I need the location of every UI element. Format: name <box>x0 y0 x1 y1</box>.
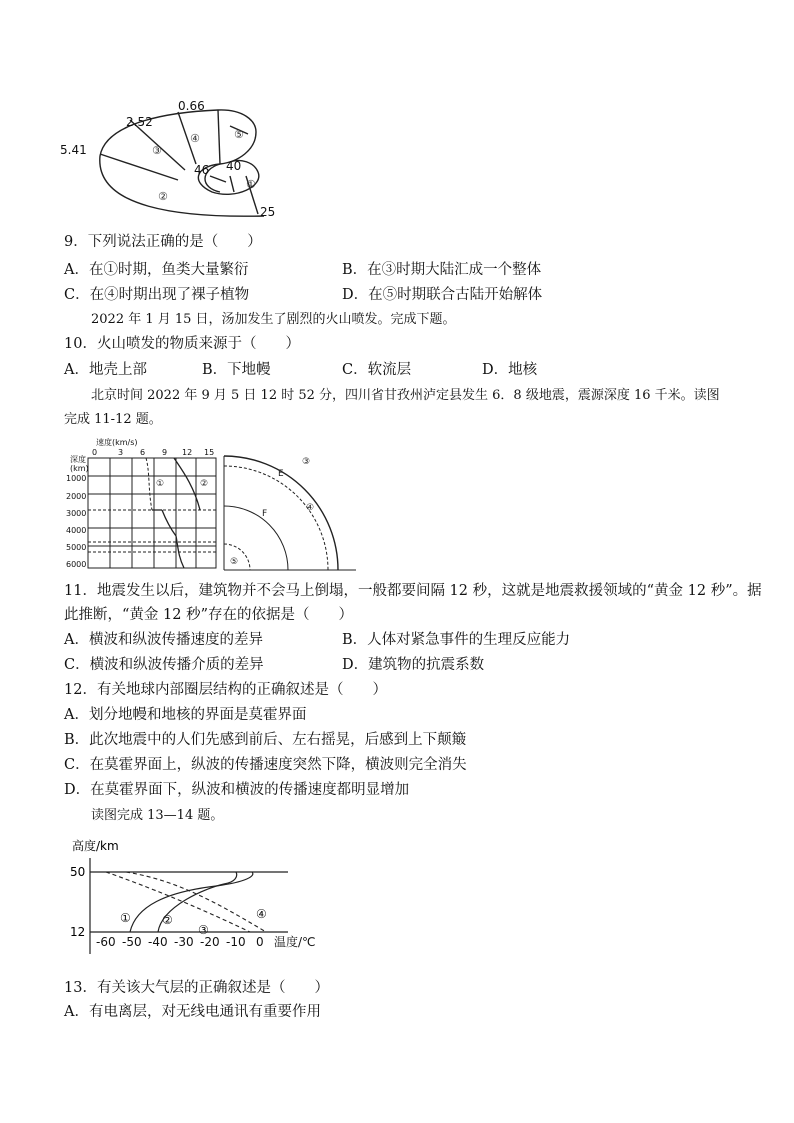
q11-intro-line1: 北京时间 2022 年 9 月 5 日 12 时 52 分，四川省甘孜州泸定县发生 6．8 级地震，震源深度 16 千米。读图 <box>91 388 720 403</box>
depth-tick: 4000 <box>66 526 87 535</box>
q10-option-c[interactable]: C．软流层 <box>342 362 412 378</box>
q10-intro: 2022 年 1 月 15 日，汤加发生了剧烈的火山喷发。完成下题。 <box>91 312 456 327</box>
q12-option-d[interactable]: D．在莫霍界面下，纵波和横波的传播速度都明显增加 <box>64 782 410 798</box>
q11-option-a[interactable]: A．横波和纵波传播速度的差异 <box>64 632 263 648</box>
spiral-number-5-41: 5.41 <box>60 143 87 157</box>
q10-option-a[interactable]: A．地壳上部 <box>64 362 147 378</box>
spiral-number-46: 46 <box>194 163 210 177</box>
q13-intro: 读图完成 13—14 题。 <box>91 808 224 823</box>
spiral-mark-3: ③ <box>152 144 162 157</box>
atmo-mark-4: ④ <box>256 907 267 921</box>
q11-option-d[interactable]: D．建筑物的抗震系数 <box>342 657 485 673</box>
q11-intro-line2: 完成 11-12 题。 <box>64 412 162 427</box>
temp-tick: -20 <box>200 935 220 949</box>
speed-axis-label: 速度(km/s) <box>96 438 138 447</box>
atmosphere-figure <box>66 836 366 960</box>
speed-tick: 9 <box>162 448 168 457</box>
atmo-mark-1: ① <box>120 911 131 925</box>
temp-tick: -60 <box>96 935 116 949</box>
earth-letter-e: E <box>278 469 284 479</box>
q13-option-a[interactable]: A．有电离层，对无线电通讯有重要作用 <box>64 1004 321 1020</box>
temp-tick: -10 <box>226 935 246 949</box>
temp-tick: -40 <box>148 935 168 949</box>
temp-tick: 0 <box>256 935 264 949</box>
depth-axis-label: 深度 <box>70 455 86 464</box>
earth-mark-5: ⑤ <box>230 557 239 567</box>
q9-option-b[interactable]: B．在③时期大陆汇成一个整体 <box>342 262 542 278</box>
speed-tick: 0 <box>92 448 98 457</box>
speed-chart-mark-2: ② <box>200 479 209 489</box>
spiral-number-25: 25 <box>260 205 276 219</box>
seismic-wave-figure <box>66 436 372 572</box>
q12-option-b[interactable]: B．此次地震中的人们先感到前后、左右摇晃，后感到上下颠簸 <box>64 732 467 748</box>
q11-stem-line2: 此推断，“黄金 12 秒”存在的依据是（ ） <box>64 607 353 623</box>
q11-stem-line1: 11．地震发生以后，建筑物并不会马上倒塌，一般都要间隔 12 秒，这就是地震救援领域的“黄金 12 秒”。据 <box>64 583 762 599</box>
q12-option-a[interactable]: A．划分地幔和地核的界面是莫霍界面 <box>64 707 307 723</box>
spiral-number-0-66: 0.66 <box>178 99 205 113</box>
height-tick-12: 12 <box>70 925 86 939</box>
q13-stem: 13．有关该大气层的正确叙述是（ ） <box>64 980 329 996</box>
depth-tick: 2000 <box>66 492 87 501</box>
temp-tick: -50 <box>122 935 142 949</box>
depth-tick: 6000 <box>66 560 87 569</box>
q9-stem: 9．下列说法正确的是（ ） <box>64 234 262 250</box>
speed-tick: 3 <box>118 448 124 457</box>
spiral-mark-5: ⑤ <box>234 128 244 141</box>
temp-tick: -30 <box>174 935 194 949</box>
speed-tick: 12 <box>182 448 193 457</box>
q11-option-b[interactable]: B．人体对紧急事件的生理反应能力 <box>342 632 571 648</box>
geologic-spiral-figure <box>60 96 300 224</box>
spiral-number-40: 40 <box>226 159 242 173</box>
q12-option-c[interactable]: C．在莫霍界面上，纵波的传播速度突然下降，横波则完全消失 <box>64 757 467 773</box>
q11-option-c[interactable]: C．横波和纵波传播介质的差异 <box>64 657 264 673</box>
speed-tick: 15 <box>204 448 215 457</box>
height-axis-label: 高度/km <box>72 839 119 853</box>
q10-stem: 10．火山喷发的物质来源于（ ） <box>64 336 300 352</box>
depth-tick: 5000 <box>66 543 87 552</box>
earth-letter-f: F <box>262 509 268 519</box>
depth-tick: 3000 <box>66 509 87 518</box>
q10-option-d[interactable]: D．地核 <box>482 362 538 378</box>
earth-mark-3: ③ <box>302 457 311 467</box>
spiral-mark-1: ① <box>246 178 256 191</box>
atmo-mark-3: ③ <box>198 923 209 937</box>
depth-axis-unit: (km) <box>70 464 89 473</box>
height-tick-50: 50 <box>70 865 86 879</box>
q9-option-c[interactable]: C．在④时期出现了裸子植物 <box>64 287 250 303</box>
q9-option-d[interactable]: D．在⑤时期联合古陆开始解体 <box>342 287 543 303</box>
depth-tick: 1000 <box>66 474 87 483</box>
spiral-mark-2: ② <box>158 190 168 203</box>
speed-tick: 6 <box>140 448 146 457</box>
q12-stem: 12．有关地球内部圈层结构的正确叙述是（ ） <box>64 682 387 698</box>
q10-option-b[interactable]: B．下地幔 <box>202 362 271 378</box>
q9-option-a[interactable]: A．在①时期，鱼类大量繁衍 <box>64 262 249 278</box>
spiral-number-2-52: 2.52 <box>126 115 153 129</box>
speed-chart-mark-1: ① <box>156 479 165 489</box>
earth-mark-4: ④ <box>306 503 315 513</box>
temp-axis-label: 温度/℃ <box>274 935 316 949</box>
atmo-mark-2: ② <box>162 913 173 927</box>
spiral-mark-4: ④ <box>190 132 200 145</box>
